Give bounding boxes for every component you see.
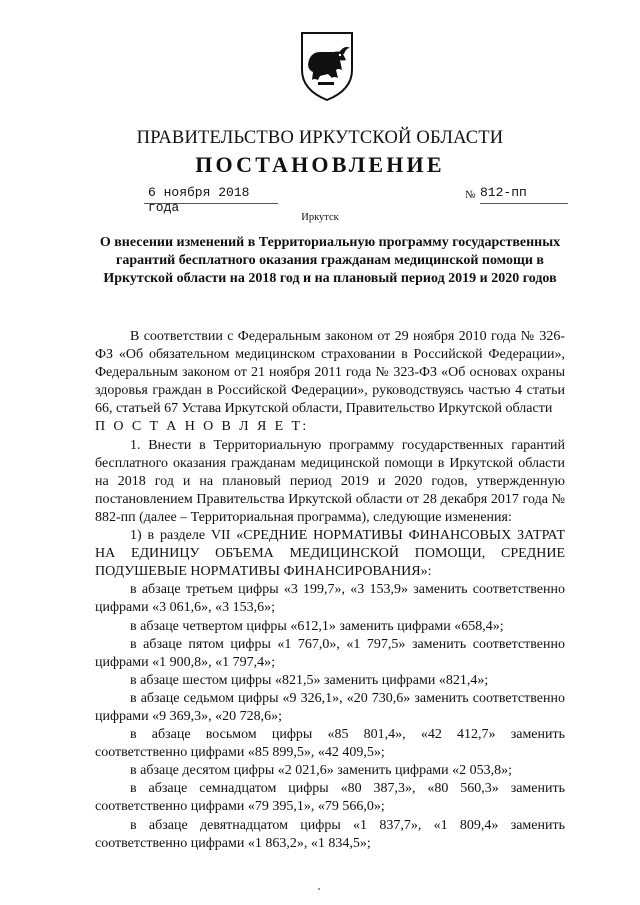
number-sign: №: [465, 189, 476, 201]
amendment-paragraph: в абзаце девятнадцатом цифры «1 837,7», «1 809,4» заменить соответственно цифрами «1 863,2», «1 834,5»;: [95, 817, 565, 851]
government-name: ПРАВИТЕЛЬСТВО ИРКУТСКОЙ ОБЛАСТИ: [136, 128, 504, 148]
amendment-paragraph: в абзаце восьмом цифры «85 801,4», «42 412,7» заменить соответственно цифрами «85 899,5», «42 409,5»;: [95, 727, 565, 761]
amendment-paragraph: в абзаце седьмом цифры «9 326,1», «20 730,6» заменить соответственно цифрами «9 369,3», «20 728,6»;: [95, 690, 565, 724]
document-body: [95, 328, 565, 853]
item-1-paragraph: 1. Внести в Территориальную программу государственных гарантий бесплатного оказания гражданам медицинской помощи в Иркутской области на 2018 год и на плановый период 2019 и 2020 годов, утвержденную постановлением Правительства Иркутской области от 28 декабря 2017 года № 882-пп (далее – Территориальная программа), следующие изменения:: [95, 437, 565, 525]
city: Иркутск: [301, 212, 339, 223]
decree-word: П О С Т А Н О В Л Я Е Т:: [95, 419, 309, 435]
irkutsk-coat-of-arms-icon: [298, 30, 356, 102]
amendment-paragraph: в абзаце третьем цифры «3 199,7», «3 153,9» заменить соответственно цифрами «3 061,6», «3 153,6»;: [95, 582, 565, 616]
amendment-paragraph: в абзаце десятом цифры «2 021,6» заменить цифрами «2 053,8»;: [130, 763, 513, 779]
amendment-paragraph: в абзаце четвертом цифры «612,1» заменить цифрами «658,4»;: [130, 618, 504, 634]
amendment-paragraph: в абзаце семнадцатом цифры «80 387,3», «80 560,3» заменить соответственно цифрами «79 395,1», «79 566,0»;: [95, 781, 565, 815]
number-underline: [480, 203, 568, 204]
preamble-paragraph: В соответствии с Федеральным законом от 29 ноября 2010 года № 326-ФЗ «Об обязательном медицинском страховании в Российской Федерации», Федеральным законом от 21 ноября 2011 года № 323-ФЗ «Об основах охраны здоровья граждан в Российской Федерации», руководствуясь частью 4 статьи 66, статьей 67 Устава Иркутской области, Правительство Иркутской области: [95, 329, 565, 417]
date-underline: [144, 203, 278, 204]
subitem-1-paragraph: 1) в разделе VII «СРЕДНИЕ НОРМАТИВЫ ФИНАНСОВЫХ ЗАТРАТ НА ЕДИНИЦУ ОБЪЕМА МЕДИЦИНСКОЙ ПОМОЩИ, СРЕДНИЕ ПОДУШЕВЫЕ НОРМАТИВЫ ФИНАНСИРОВАНИЯ»:: [95, 528, 565, 580]
amendment-paragraph: в абзаце шестом цифры «821,5» заменить цифрами «821,4»;: [130, 672, 489, 688]
document-date-text: 6 ноября 2018 года: [148, 185, 250, 215]
document-number-text: 812-пп: [480, 185, 527, 200]
amendment-paragraph: в абзаце пятом цифры «1 767,0», «1 797,5» заменить соответственно цифрами «1 900,8», «1 797,4»;: [95, 636, 565, 670]
document-number: [480, 185, 572, 200]
page-speck: [318, 888, 320, 890]
document-type: ПОСТАНОВЛЕНИЕ: [195, 152, 445, 177]
document-heading: О внесении изменений в Территориальную программу государственных гарантий бесплатного оказания гражданам медицинской помощи в Иркутской области на 2018 год и на плановый период 2019 и 2020 годов: [99, 235, 561, 286]
document-date: [148, 185, 288, 215]
